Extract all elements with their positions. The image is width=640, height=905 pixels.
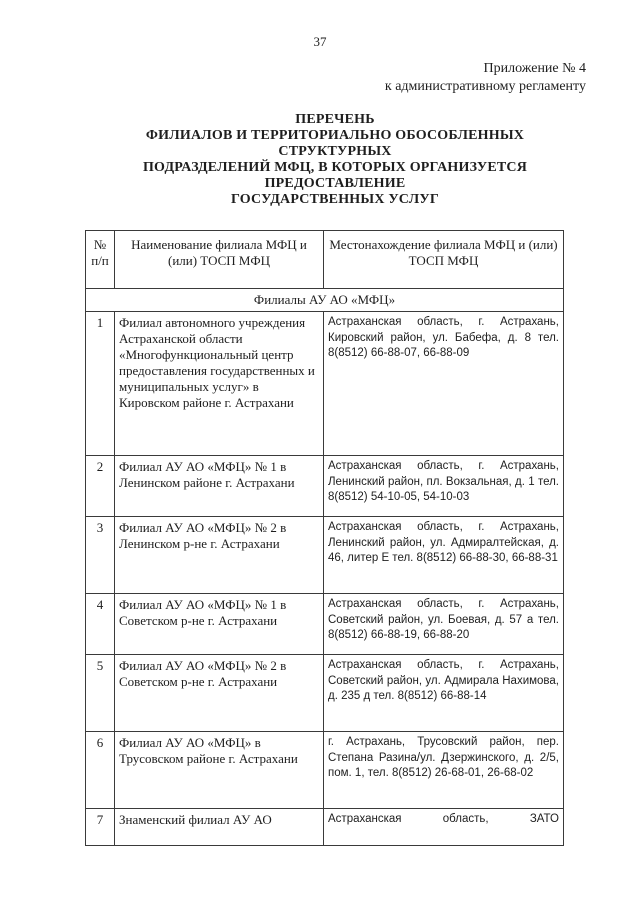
branch-address: Астраханская область, г. Астрахань, Советский район, ул. Боевая, д. 57 а тел. 8(8512) 66-88-19, 66-88-20	[324, 594, 564, 655]
table-row	[86, 655, 564, 732]
table-row	[86, 312, 564, 456]
branches-table	[85, 230, 564, 846]
branch-address: Астраханская область, ЗАТО	[324, 809, 564, 846]
branch-name: Филиал АУ АО «МФЦ» № 1 в Ленинском районе г. Астрахани	[115, 456, 324, 517]
branch-address: Астраханская область, г. Астрахань, Кировский район, ул. Бабефа, д. 8 тел. 8(8512) 66-88-07, 66-88-09	[324, 312, 564, 456]
title-line-3: СТРУКТУРНЫХ	[278, 144, 392, 159]
branch-address: Астраханская область, г. Астрахань, Ленинский район, пл. Вокзальная, д. 1 тел. 8(8512) 54-10-05, 54-10-03	[324, 456, 564, 517]
branch-name: Филиал АУ АО «МФЦ» № 1 в Советском р-не г. Астрахани	[115, 594, 324, 655]
branch-name: Филиал автономного учреждения Астраханской области «Многофункциональный центр предоставления государственных и муниципальных услуг» в Кировском районе г. Астрахани	[115, 312, 324, 456]
branch-name: Знаменский филиал АУ АО	[115, 809, 324, 846]
page-number: 37	[313, 34, 327, 49]
document-title	[60, 112, 610, 208]
header-address: Местонахождение филиала МФЦ и (или) ТОСП МФЦ	[324, 231, 564, 289]
appendix-line-1: Приложение № 4	[483, 61, 586, 76]
row-number: 1	[86, 312, 115, 456]
appendix-line-2: к административному регламенту	[384, 79, 586, 94]
appendix-note	[385, 60, 586, 96]
title-line-6: ГОСУДАРСТВЕННЫХ УСЛУГ	[231, 192, 439, 207]
row-number: 5	[86, 655, 115, 732]
table-row	[86, 732, 564, 809]
branch-name: Филиал АУ АО «МФЦ» № 2 в Советском р-не г. Астрахани	[115, 655, 324, 732]
title-line-1: ПЕРЕЧЕНЬ	[295, 112, 375, 127]
header-number: № п/п	[86, 231, 115, 289]
row-number: 2	[86, 456, 115, 517]
row-number: 4	[86, 594, 115, 655]
branch-address: Астраханская область, г. Астрахань, Советский район, ул. Адмирала Нахимова, д. 235 д тел. 8(8512) 66-88-14	[324, 655, 564, 732]
branch-name: Филиал АУ АО «МФЦ» в Трусовском районе г. Астрахани	[115, 732, 324, 809]
branch-name: Филиал АУ АО «МФЦ» № 2 в Ленинском р-не г. Астрахани	[115, 517, 324, 594]
section-title: Филиалы АУ АО «МФЦ»	[86, 289, 564, 312]
row-number: 6	[86, 732, 115, 809]
row-number: 7	[86, 809, 115, 846]
row-number: 3	[86, 517, 115, 594]
branch-address: г. Астрахань, Трусовский район, пер. Степана Разина/ул. Дзержинского, д. 2/5, пом. 1, тел. 8(8512) 26-68-01, 26-68-02	[324, 732, 564, 809]
title-line-2: ФИЛИАЛОВ И ТЕРРИТОРИАЛЬНО ОБОСОБЛЕННЫХ	[145, 128, 525, 143]
title-line-4: ПОДРАЗДЕЛЕНИЙ МФЦ, В КОТОРЫХ ОРГАНИЗУЕТСЯ	[142, 160, 528, 175]
title-line-5: ПРЕДОСТАВЛЕНИЕ	[264, 176, 406, 191]
table-row	[86, 517, 564, 594]
table-header-row	[86, 231, 564, 289]
branch-address: Астраханская область, г. Астрахань, Ленинский район, ул. Адмиралтейская, д. 46, литер Е тел. 8(8512) 66-88-30, 66-88-31	[324, 517, 564, 594]
section-row	[86, 289, 564, 312]
table-row	[86, 809, 564, 846]
table-row	[86, 594, 564, 655]
header-name: Наименование филиала МФЦ и (или) ТОСП МФЦ	[115, 231, 324, 289]
table-row	[86, 456, 564, 517]
